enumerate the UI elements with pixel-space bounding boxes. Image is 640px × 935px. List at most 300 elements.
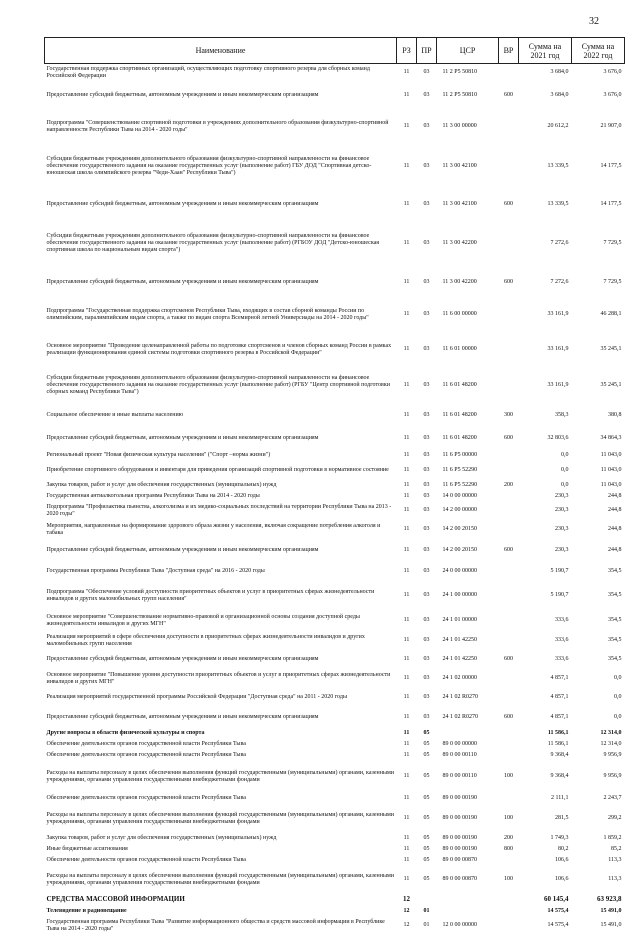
cell-csr bbox=[437, 894, 499, 906]
cell-sum-2021: 1 749,3 bbox=[550, 834, 569, 841]
cell-vr bbox=[499, 502, 519, 520]
cell-sum-2022: 3 676,0 bbox=[603, 92, 622, 98]
cell-sum-2022: 7 729,5 bbox=[603, 240, 622, 246]
cell-csr: 89 0 00 00870 bbox=[442, 876, 477, 882]
header-sum-2021: Сумма на 2021 год bbox=[519, 38, 572, 64]
table-row bbox=[45, 610, 625, 632]
table-row bbox=[45, 190, 625, 220]
cell-csr: 24 1 00 00000 bbox=[442, 592, 477, 598]
table-row bbox=[45, 632, 625, 650]
cell-csr: 89 0 00 00000 bbox=[442, 740, 477, 747]
cell-rz: 11 bbox=[403, 507, 410, 513]
cell-name: Подпрограмма "Государственная поддержка спортсменов Республики Тыва, входящих в состав сборной команды России по олимпийским, паралимпийским видам спорта, а также по видам спорта Всемирной летней Универсиады на 2014 - 2020 годы" bbox=[46, 307, 369, 321]
table-row bbox=[45, 855, 625, 866]
cell-rz: 11 bbox=[403, 568, 410, 574]
cell-pr: 05 bbox=[423, 845, 430, 852]
table-row bbox=[45, 728, 625, 739]
cell-rz: 11 bbox=[403, 592, 410, 598]
cell-pr: 03 bbox=[423, 382, 430, 388]
cell-sum-2021: 14 575,4 bbox=[547, 907, 569, 914]
cell-vr bbox=[499, 582, 519, 610]
cell-pr: 03 bbox=[423, 547, 430, 553]
cell-rz: 11 bbox=[403, 201, 410, 207]
cell-sum-2021: 9 368,4 bbox=[550, 773, 569, 779]
cell-sum-2021: 80,2 bbox=[558, 845, 569, 852]
cell-pr: 03 bbox=[423, 637, 430, 643]
cell-vr bbox=[499, 450, 519, 462]
cell-csr: 24 1 02 R0270 bbox=[442, 694, 479, 700]
cell-sum-2022: 113,3 bbox=[608, 876, 622, 882]
cell-csr: 24 0 00 00000 bbox=[442, 568, 477, 574]
cell-pr: 05 bbox=[423, 751, 430, 758]
cell-pr: 03 bbox=[423, 656, 430, 662]
table-row bbox=[45, 540, 625, 562]
cell-pr: 03 bbox=[423, 694, 430, 700]
cell-vr bbox=[499, 610, 519, 632]
cell-vr: 600 bbox=[504, 435, 513, 441]
cell-name: Реализация мероприятий государственной программы Российской Федерации "Доступная среда" на 2011 - 2020 годы bbox=[46, 694, 347, 700]
cell-csr: 11 3 00 00000 bbox=[442, 123, 477, 129]
cell-sum-2022: 15 491,0 bbox=[600, 907, 622, 914]
cell-rz: 11 bbox=[403, 412, 410, 418]
cell-vr bbox=[499, 632, 519, 650]
table-row bbox=[45, 833, 625, 844]
cell-vr: 600 bbox=[504, 92, 513, 98]
cell-csr: 24 1 02 R0270 bbox=[442, 714, 479, 720]
cell-sum-2021: 5 190,7 bbox=[550, 568, 569, 574]
cell-sum-2021: 33 161,9 bbox=[547, 346, 569, 352]
table-row bbox=[45, 298, 625, 332]
table-row bbox=[45, 462, 625, 480]
cell-sum-2022: 12 314,0 bbox=[600, 729, 622, 736]
cell-sum-2022: 11 043,0 bbox=[600, 481, 622, 488]
cell-csr: 11 6 01 00000 bbox=[442, 346, 477, 352]
cell-vr bbox=[499, 728, 519, 739]
cell-rz: 11 bbox=[403, 346, 410, 352]
cell-rz: 11 bbox=[403, 834, 410, 841]
cell-name: Расходы на выплаты персоналу в целях обеспечения выполнения функций государственными (муниципальными) органами, казенными учреждениями, органами управления государственными внебюджетными фондами bbox=[46, 872, 394, 886]
cell-sum-2021: 20 612,2 bbox=[547, 123, 569, 129]
cell-rz: 11 bbox=[403, 751, 410, 758]
cell-rz: 11 bbox=[403, 729, 410, 736]
cell-rz: 11 bbox=[403, 714, 410, 720]
cell-pr: 05 bbox=[423, 740, 430, 747]
cell-name: Закупка товаров, работ и услуг для обеспечения государственных (муниципальных) нужд bbox=[46, 481, 277, 488]
cell-pr: 03 bbox=[423, 675, 430, 681]
table-row bbox=[45, 670, 625, 688]
cell-vr bbox=[499, 462, 519, 480]
cell-pr: 03 bbox=[423, 481, 430, 488]
cell-sum-2022: 0,0 bbox=[614, 675, 622, 681]
cell-name: Предоставление субсидий бюджетным, автономным учреждениям и иным некоммерческим организациям bbox=[46, 92, 319, 98]
table-row bbox=[45, 844, 625, 855]
cell-csr: 89 0 00 00190 bbox=[442, 815, 477, 821]
cell-rz: 11 bbox=[403, 856, 410, 863]
table-row bbox=[45, 688, 625, 708]
cell-sum-2021: 11 586,1 bbox=[547, 729, 569, 736]
cell-name: Приобретение спортивного оборудования и инвентаря для приведения организаций спортивной подготовки в нормативное состояние bbox=[46, 467, 389, 473]
cell-pr: 01 bbox=[423, 922, 430, 928]
cell-vr bbox=[499, 793, 519, 805]
cell-name: Государственная программа Республики Тыва "Развитие информационного общества и средств массовой информации в Республике Тыва на 2014 - 2020 годы" bbox=[46, 918, 385, 932]
cell-vr bbox=[499, 917, 519, 935]
cell-pr: 03 bbox=[423, 92, 430, 98]
cell-sum-2022: 9 956,9 bbox=[603, 773, 622, 779]
cell-sum-2021: 11 586,1 bbox=[547, 740, 569, 747]
cell-sum-2022: 244,8 bbox=[608, 492, 622, 499]
cell-pr: 03 bbox=[423, 279, 430, 285]
cell-sum-2022: 21 907,0 bbox=[600, 123, 622, 129]
cell-csr: 11 6 01 48200 bbox=[442, 412, 477, 418]
cell-sum-2022: 14 177,5 bbox=[600, 163, 622, 169]
table-row bbox=[45, 450, 625, 462]
cell-csr: 11 6 Р5 00000 bbox=[442, 452, 478, 458]
cell-rz: 11 bbox=[403, 526, 410, 532]
cell-sum-2021: 106,6 bbox=[555, 856, 569, 863]
cell-name: Предоставление субсидий бюджетным, автономным учреждениям и иным некоммерческим организациям bbox=[46, 435, 319, 441]
cell-csr: 89 0 00 00190 bbox=[442, 845, 477, 852]
cell-name: Предоставление субсидий бюджетным, автономным учреждениям и иным некоммерческим организациям bbox=[46, 714, 319, 720]
table-header-row bbox=[45, 38, 625, 64]
cell-sum-2021: 0,0 bbox=[561, 481, 569, 488]
cell-sum-2022: 244,8 bbox=[608, 507, 622, 513]
table-row bbox=[45, 708, 625, 728]
cell-name: Иные бюджетные ассигнования bbox=[46, 845, 128, 852]
table-row bbox=[45, 480, 625, 491]
cell-sum-2021: 3 684,0 bbox=[550, 92, 569, 98]
cell-vr: 600 bbox=[504, 714, 513, 720]
cell-sum-2021: 0,0 bbox=[561, 452, 569, 458]
cell-rz: 11 bbox=[403, 467, 410, 473]
header-csr: ЦСР bbox=[437, 38, 499, 64]
cell-pr: 03 bbox=[423, 346, 430, 352]
cell-pr: 05 bbox=[423, 729, 430, 736]
cell-vr: 600 bbox=[504, 201, 513, 207]
cell-vr bbox=[499, 855, 519, 866]
table-row bbox=[45, 793, 625, 805]
cell-pr: 03 bbox=[423, 507, 430, 513]
table-row bbox=[45, 144, 625, 190]
cell-name: Телевидение и радиовещание bbox=[46, 907, 127, 914]
cell-rz: 11 bbox=[403, 795, 410, 801]
cell-sum-2021: 333,6 bbox=[555, 656, 569, 662]
cell-vr bbox=[499, 739, 519, 750]
cell-sum-2021: 60 145,4 bbox=[544, 895, 569, 903]
table-row bbox=[45, 739, 625, 750]
cell-name: Подпрограмма "Обеспечение условий доступности приоритетных объектов и услуг в приоритетных сферах жизнедеятельности инвалидов и других маломобильных групп населения" bbox=[46, 588, 375, 602]
cell-sum-2022: 46 288,1 bbox=[600, 311, 622, 317]
cell-rz: 11 bbox=[403, 240, 410, 246]
cell-sum-2022: 63 923,8 bbox=[597, 895, 622, 903]
cell-csr: 11 2 Р5 50810 bbox=[442, 69, 478, 76]
cell-vr bbox=[499, 298, 519, 332]
table-row bbox=[45, 64, 625, 82]
cell-sum-2021: 33 161,9 bbox=[547, 311, 569, 317]
table-row bbox=[45, 866, 625, 894]
cell-vr bbox=[499, 144, 519, 190]
cell-vr bbox=[499, 220, 519, 268]
cell-sum-2021: 9 368,4 bbox=[550, 751, 569, 758]
cell-sum-2021: 4 857,1 bbox=[550, 714, 569, 720]
cell-name: Субсидии бюджетным учреждениям дополнительного образования физкультурно-спортивной направленности на финансовое обеспечение государственного задания на оказание государственных услуг (выполнение работ) ГБУ ДОД "Спортивная детско-юношеская школа олимпийского резерва "Чеди-Хаан" Республики Тыва") bbox=[46, 156, 372, 176]
cell-csr: 11 3 00 42100 bbox=[442, 201, 477, 207]
cell-sum-2022: 85,2 bbox=[611, 845, 622, 852]
cell-rz: 12 bbox=[403, 907, 410, 914]
cell-pr: 03 bbox=[423, 201, 430, 207]
cell-pr: 03 bbox=[423, 492, 430, 499]
cell-pr: 03 bbox=[423, 714, 430, 720]
cell-sum-2021: 230,3 bbox=[555, 507, 569, 513]
cell-csr: 11 3 00 42100 bbox=[442, 163, 477, 169]
cell-sum-2022: 11 043,0 bbox=[600, 452, 622, 458]
cell-name: Закупка товаров, работ и услуг для обеспечения государственных (муниципальных) нужд bbox=[46, 834, 277, 841]
cell-csr: 11 6 00 00000 bbox=[442, 311, 477, 317]
cell-name: Другие вопросы в области физической культуры и спорта bbox=[46, 729, 205, 736]
cell-csr: 12 0 00 00000 bbox=[442, 922, 477, 928]
cell-rz: 11 bbox=[403, 547, 410, 553]
cell-sum-2022: 354,5 bbox=[608, 637, 622, 643]
cell-sum-2022: 15 491,0 bbox=[600, 922, 622, 928]
table-row bbox=[45, 750, 625, 761]
cell-name: Субсидии бюджетным учреждениям дополнительного образования физкультурно-спортивной направленности на финансовое обеспечение государственного задания на оказание государственных услуг (выполнение работ) (РГБОУ ДОД "Детско-юношеская спортивная школа по национальным видам спорта") bbox=[46, 233, 380, 253]
cell-name: Реализация мероприятий в сфере обеспечения доступности в приоритетных сферах жизнедеятельности инвалидов и других маломобильных групп населения bbox=[46, 633, 365, 647]
cell-rz: 11 bbox=[403, 492, 410, 499]
cell-csr: 11 3 00 42200 bbox=[442, 240, 477, 246]
table-row bbox=[45, 368, 625, 404]
table-row bbox=[45, 906, 625, 917]
cell-sum-2022: 2 243,7 bbox=[603, 795, 622, 801]
cell-pr: 01 bbox=[423, 907, 430, 914]
table-body bbox=[45, 64, 625, 935]
cell-sum-2021: 106,6 bbox=[555, 876, 569, 882]
cell-rz: 12 bbox=[403, 922, 410, 928]
cell-rz: 11 bbox=[403, 435, 410, 441]
cell-sum-2021: 2 111,1 bbox=[550, 795, 569, 801]
cell-sum-2022: 354,5 bbox=[608, 568, 622, 574]
cell-csr: 11 6 01 48200 bbox=[442, 435, 477, 441]
cell-sum-2021: 230,3 bbox=[555, 547, 569, 553]
table-row bbox=[45, 805, 625, 833]
cell-sum-2022: 35 245,1 bbox=[600, 346, 622, 352]
cell-pr: 05 bbox=[423, 795, 430, 801]
cell-vr bbox=[499, 894, 519, 906]
cell-pr: 03 bbox=[423, 69, 430, 76]
cell-sum-2022: 113,3 bbox=[608, 856, 622, 863]
table-row bbox=[45, 761, 625, 793]
cell-pr: 03 bbox=[423, 412, 430, 418]
cell-vr bbox=[499, 906, 519, 917]
cell-pr: 03 bbox=[423, 435, 430, 441]
cell-sum-2022: 14 177,5 bbox=[600, 201, 622, 207]
table-row bbox=[45, 650, 625, 670]
table-row bbox=[45, 268, 625, 298]
cell-rz: 11 bbox=[403, 740, 410, 747]
cell-name: Региональный проект "Новая физическая культура населения" ("Спорт –норма жизни") bbox=[46, 452, 271, 458]
cell-csr bbox=[437, 906, 499, 917]
cell-rz: 11 bbox=[403, 92, 410, 98]
cell-pr: 05 bbox=[423, 834, 430, 841]
cell-sum-2022: 35 245,1 bbox=[600, 382, 622, 388]
table-row bbox=[45, 428, 625, 450]
cell-sum-2021: 358,3 bbox=[555, 412, 569, 418]
header-rz: РЗ bbox=[397, 38, 417, 64]
cell-name: Основное мероприятие "Проведение целенаправленной работы по подготовке спортсменов и членов сборных команд России в рамках реализации функционирования единой системы подготовки спортивного резерва в Российской Федерации" bbox=[46, 342, 392, 356]
table-row bbox=[45, 491, 625, 502]
cell-pr: 05 bbox=[423, 876, 430, 882]
page-number: 32 bbox=[589, 16, 599, 27]
cell-sum-2021: 13 339,5 bbox=[547, 163, 569, 169]
header-pr: ПР bbox=[417, 38, 437, 64]
cell-vr bbox=[499, 750, 519, 761]
table-row bbox=[45, 332, 625, 368]
cell-pr bbox=[417, 894, 437, 906]
cell-rz: 11 bbox=[403, 481, 410, 488]
cell-csr: 11 3 00 42200 bbox=[442, 279, 477, 285]
cell-name: Предоставление субсидий бюджетным, автономным учреждениям и иным некоммерческим организациям bbox=[46, 279, 319, 285]
cell-csr bbox=[437, 728, 499, 739]
table-row bbox=[45, 404, 625, 428]
cell-pr: 03 bbox=[423, 617, 430, 623]
cell-vr: 200 bbox=[504, 834, 513, 841]
cell-rz: 11 bbox=[403, 876, 410, 882]
cell-name: Мероприятия, направленные на формирование здорового образа жизни у населения, включая сокращение потребления алкоголя и табака bbox=[46, 522, 381, 536]
cell-name: Государственная поддержка спортивных организаций, осуществляющих подготовку спортивного резерва для сборных команд Российской Федерации bbox=[46, 65, 370, 79]
cell-name: Подпрограмма "Совершенствование спортивной подготовки в учреждениях дополнительного образования физкультурно-спортивной направленности Республики Тыва на 2014 - 2020 годы" bbox=[46, 119, 389, 133]
table-row bbox=[45, 82, 625, 110]
cell-sum-2021: 333,6 bbox=[555, 637, 569, 643]
cell-csr: 14 2 00 00000 bbox=[442, 507, 477, 513]
cell-sum-2022: 380,8 bbox=[608, 412, 622, 418]
header-name: Наименование bbox=[45, 38, 397, 64]
cell-name: Расходы на выплаты персоналу в целях обеспечения выполнения функций государственными (муниципальными) органами, казенными учреждениями, органами управления государственными внебюджетными фондами bbox=[46, 811, 394, 825]
cell-sum-2022: 0,0 bbox=[614, 694, 622, 700]
cell-csr: 14 2 00 20150 bbox=[442, 526, 477, 532]
cell-vr: 600 bbox=[504, 279, 513, 285]
header-sum-2022: Сумма на 2022 год bbox=[572, 38, 625, 64]
cell-sum-2022: 299,2 bbox=[608, 815, 622, 821]
table-row bbox=[45, 110, 625, 144]
cell-vr: 100 bbox=[504, 773, 513, 779]
cell-csr: 14 0 00 00000 bbox=[442, 492, 477, 499]
cell-pr: 03 bbox=[423, 592, 430, 598]
cell-pr: 05 bbox=[423, 856, 430, 863]
cell-csr: 11 6 Р5 52290 bbox=[442, 481, 478, 488]
cell-name: Социальное обеспечение и иные выплаты населению bbox=[46, 412, 184, 418]
cell-sum-2021: 230,3 bbox=[555, 492, 569, 499]
table-row bbox=[45, 562, 625, 582]
cell-csr: 14 2 00 20150 bbox=[442, 547, 477, 553]
table-row bbox=[45, 917, 625, 935]
cell-pr: 03 bbox=[423, 123, 430, 129]
cell-name: Государственная антиалкогольная программа Республики Тыва на 2014 - 2020 годы bbox=[46, 492, 260, 499]
cell-csr: 89 0 00 00190 bbox=[442, 834, 477, 841]
cell-csr: 89 0 00 00190 bbox=[442, 795, 477, 801]
cell-rz: 11 bbox=[403, 311, 410, 317]
cell-pr: 03 bbox=[423, 452, 430, 458]
cell-sum-2022: 34 864,3 bbox=[600, 435, 622, 441]
cell-sum-2022: 1 859,2 bbox=[603, 834, 622, 841]
header-vr: ВР bbox=[499, 38, 519, 64]
cell-csr: 11 6 Р5 52290 bbox=[442, 467, 478, 473]
cell-csr: 89 0 00 00110 bbox=[442, 751, 477, 758]
cell-csr: 11 2 Р5 50810 bbox=[442, 92, 478, 98]
cell-csr: 24 1 01 42250 bbox=[442, 656, 477, 662]
cell-sum-2021: 4 857,1 bbox=[550, 675, 569, 681]
cell-vr bbox=[499, 670, 519, 688]
cell-sum-2022: 0,0 bbox=[614, 714, 622, 720]
cell-name: Государственная программа Республики Тыва "Доступная среда" на 2016 - 2020 годы bbox=[46, 568, 265, 574]
cell-vr: 800 bbox=[504, 845, 513, 852]
cell-sum-2021: 4 857,1 bbox=[550, 694, 569, 700]
cell-sum-2022: 354,5 bbox=[608, 656, 622, 662]
table-row bbox=[45, 520, 625, 540]
cell-rz: 11 bbox=[403, 382, 410, 388]
cell-vr: 600 bbox=[504, 656, 513, 662]
cell-sum-2022: 354,5 bbox=[608, 617, 622, 623]
cell-pr: 03 bbox=[423, 526, 430, 532]
cell-rz: 11 bbox=[403, 617, 410, 623]
table-row bbox=[45, 220, 625, 268]
cell-sum-2021: 14 575,4 bbox=[547, 922, 569, 928]
cell-sum-2021: 281,5 bbox=[555, 815, 569, 821]
table-row bbox=[45, 894, 625, 906]
cell-name: Обеспечение деятельности органов государственной власти Республики Тыва bbox=[46, 795, 246, 801]
cell-sum-2022: 12 314,0 bbox=[600, 740, 622, 747]
cell-rz: 11 bbox=[403, 452, 410, 458]
cell-csr: 89 0 00 00110 bbox=[442, 773, 477, 779]
cell-rz: 11 bbox=[403, 845, 410, 852]
cell-vr bbox=[499, 368, 519, 404]
cell-name: Подпрограмма "Профилактика пьянства, алкоголизма и их медико-социальных последствий на территории Республики Тыва на 2013 - 2020 годы" bbox=[46, 503, 392, 517]
cell-sum-2022: 3 676,0 bbox=[603, 69, 622, 76]
cell-sum-2021: 32 803,6 bbox=[547, 435, 569, 441]
cell-name: Основное мероприятие "Совершенствование нормативно-правовой и организационной основы создания доступной среды жизнедеятельности инвалидов и других МГН" bbox=[46, 613, 360, 627]
cell-sum-2021: 7 272,6 bbox=[550, 240, 569, 246]
cell-name: Предоставление субсидий бюджетным, автономным учреждениям и иным некоммерческим организациям bbox=[46, 656, 319, 662]
cell-pr: 03 bbox=[423, 240, 430, 246]
cell-sum-2022: 244,8 bbox=[608, 547, 622, 553]
cell-name: Предоставление субсидий бюджетным, автономным учреждениям и иным некоммерческим организациям bbox=[46, 201, 319, 207]
cell-rz: 11 bbox=[403, 279, 410, 285]
cell-rz: 11 bbox=[403, 69, 410, 76]
cell-name: Основное мероприятие "Повышение уровня доступности приоритетных объектов и услуг в приоритетных сферах жизнедеятельности инвалидов и других МГН" bbox=[46, 671, 391, 685]
cell-name: Субсидии бюджетным учреждениям дополнительного образования физкультурно-спортивной направленности на финансовое обеспечение государственного задания на оказание государственных услуг (выполнение работ) (РГБУ "Центр спортивной подготовки сборных команд Республики Тыва") bbox=[46, 375, 390, 395]
cell-rz: 12 bbox=[403, 895, 410, 903]
cell-rz: 11 bbox=[403, 637, 410, 643]
cell-name: Расходы на выплаты персоналу в целях обеспечения выполнения функций государственными (муниципальными) органами, казенными учреждениями, органами управления государственными внебюджетными фондами bbox=[46, 769, 394, 783]
cell-rz: 11 bbox=[403, 163, 410, 169]
cell-vr: 600 bbox=[504, 547, 513, 553]
cell-sum-2022: 11 043,0 bbox=[600, 467, 622, 473]
cell-csr: 24 1 01 00000 bbox=[442, 617, 477, 623]
cell-sum-2022: 354,5 bbox=[608, 592, 622, 598]
cell-csr: 24 1 01 42250 bbox=[442, 637, 477, 643]
cell-vr: 200 bbox=[504, 481, 513, 488]
cell-sum-2021: 3 684,0 bbox=[550, 69, 569, 76]
cell-sum-2021: 13 339,5 bbox=[547, 201, 569, 207]
cell-rz: 11 bbox=[403, 123, 410, 129]
cell-csr: 11 6 01 48200 bbox=[442, 382, 477, 388]
cell-rz: 11 bbox=[403, 694, 410, 700]
cell-vr bbox=[499, 520, 519, 540]
cell-pr: 03 bbox=[423, 467, 430, 473]
cell-sum-2021: 230,3 bbox=[555, 526, 569, 532]
cell-vr: 100 bbox=[504, 815, 513, 821]
cell-pr: 03 bbox=[423, 163, 430, 169]
cell-vr bbox=[499, 332, 519, 368]
cell-name: Обеспечение деятельности органов государственной власти Республики Тыва bbox=[46, 740, 246, 747]
cell-sum-2021: 7 272,6 bbox=[550, 279, 569, 285]
